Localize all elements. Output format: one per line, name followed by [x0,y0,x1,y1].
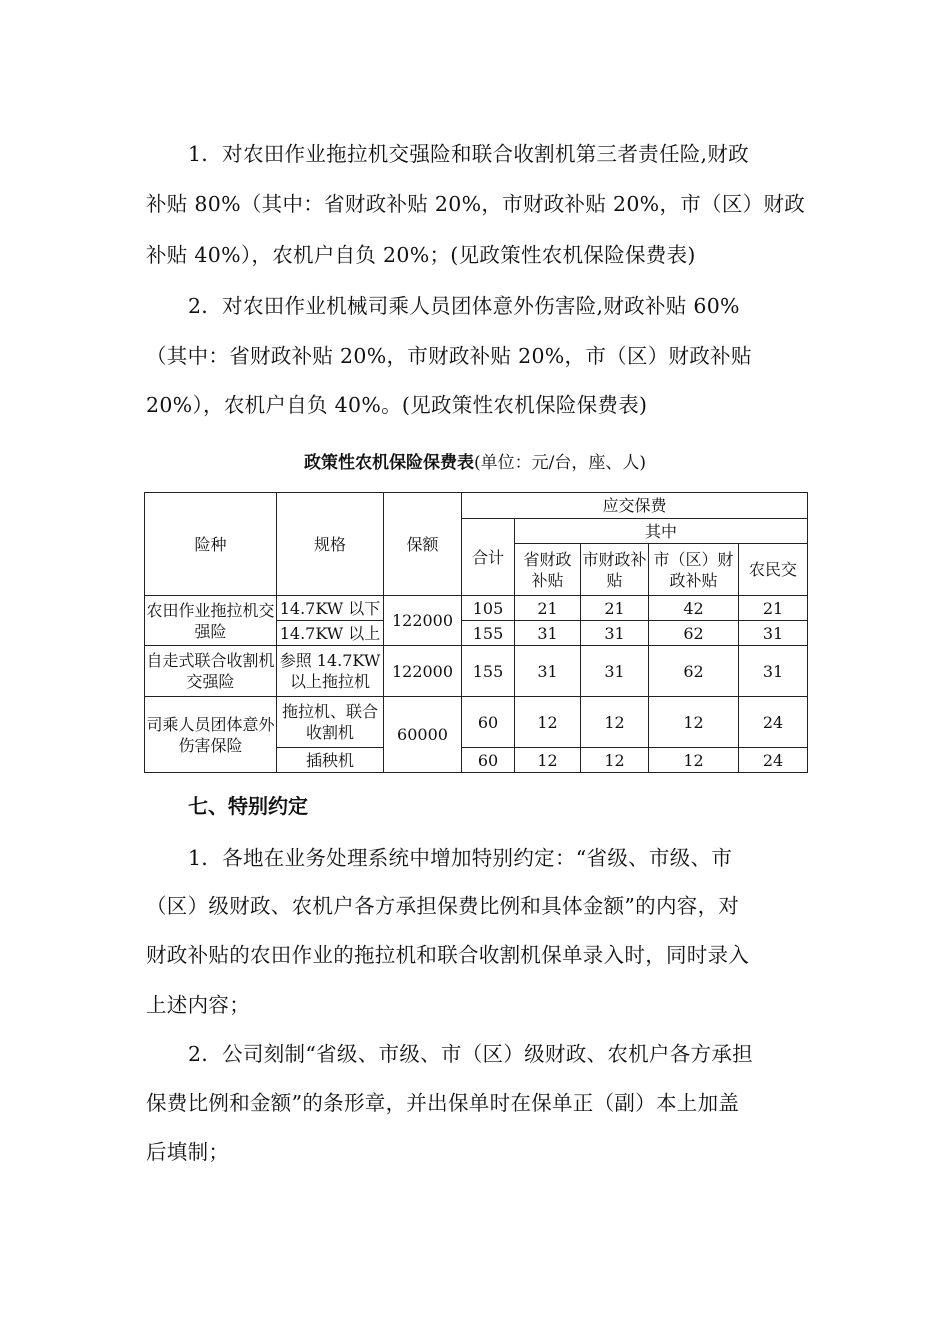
header-spec: 规格 [277,493,384,596]
para1-line3: 补贴 40%），农机户自负 20%；(见政策性农机保险保费表) [146,243,696,267]
cell-spec: 插秧机 [277,748,384,773]
cell-amount: 122000 [384,646,462,697]
table-title: 政策性农机保险保费表 [304,453,474,473]
cell-district: 12 [649,748,739,773]
cell-city: 31 [581,621,649,646]
s7-para1-line4: 上述内容； [146,993,250,1017]
header-city: 市财政补贴 [581,544,649,596]
header-prov: 省财政补贴 [515,544,581,596]
table-row [145,646,808,697]
header-row-1 [145,493,808,519]
cell-total: 105 [462,596,515,621]
cell-farmer: 24 [739,697,808,748]
cell-farmer: 21 [739,596,808,621]
cell-district: 62 [649,621,739,646]
cell-spec: 14.7KW 以下 [277,596,384,621]
cell-district: 12 [649,697,739,748]
premium-table [144,492,808,773]
header-type: 险种 [145,493,277,596]
s7-para2-line1: 2．公司刻制“省级、市级、市（区）级财政、农机户各方承担 [188,1042,753,1066]
cell-spec: 拖拉机、联合收割机 [277,697,384,748]
cell-prov: 12 [515,748,581,773]
cell-total: 60 [462,748,515,773]
section-heading: 七、特别约定 [188,794,308,818]
cell-city: 31 [581,646,649,697]
cell-spec: 参照 14.7KW 以上拖拉机 [277,646,384,697]
cell-city: 12 [581,748,649,773]
para2-line2: （其中：省财政补贴 20%，市财政补贴 20%，市（区）财政补贴 [146,344,752,368]
s7-para1-line3: 财政补贴的农田作业的拖拉机和联合收割机保单录入时，同时录入 [146,943,750,967]
cell-prov: 12 [515,697,581,748]
header-total: 合计 [462,519,515,596]
table-unit: (单位：元/台，座、人) [474,453,646,473]
cell-spec: 14.7KW 以上 [277,621,384,646]
cell-type: 司乘人员团体意外伤害保险 [145,697,277,773]
cell-district: 62 [649,646,739,697]
para1-line2: 补贴 80%（其中：省财政补贴 20%，市财政补贴 20%，市（区）财政 [146,192,806,216]
header-farmer: 农民交 [739,544,808,596]
s7-para2-line3: 后填制； [146,1140,230,1164]
para2-line1: 2．对农田作业机械司乘人员团体意外伤害险,财政补贴 60% [188,294,740,318]
cell-amount: 60000 [384,697,462,773]
cell-total: 155 [462,646,515,697]
table-row [145,596,808,621]
header-amount: 保额 [384,493,462,596]
cell-prov: 21 [515,596,581,621]
s7-para1-line2: （区）级财政、农机户各方承担保费比例和具体金额”的内容，对 [146,894,740,918]
table-row [145,697,808,748]
cell-city: 12 [581,697,649,748]
header-district: 市（区）财政补贴 [649,544,739,596]
cell-farmer: 31 [739,621,808,646]
s7-para1-line1: 1．各地在业务处理系统中增加特别约定：“省级、市级、市 [188,846,733,870]
cell-prov: 31 [515,646,581,697]
cell-type: 自走式联合收割机交强险 [145,646,277,697]
cell-prov: 31 [515,621,581,646]
cell-total: 155 [462,621,515,646]
cell-farmer: 24 [739,748,808,773]
para1-line1: 1．对农田作业拖拉机交强险和联合收割机第三者责任险,财政 [188,142,749,166]
header-premium: 应交保费 [462,493,808,519]
cell-district: 42 [649,596,739,621]
cell-city: 21 [581,596,649,621]
table-caption [0,448,950,473]
cell-type: 农田作业拖拉机交强险 [145,596,277,646]
cell-amount: 122000 [384,596,462,646]
header-of-which: 其中 [515,519,808,544]
s7-para2-line2: 保费比例和金额”的条形章，并出保单时在保单正（副）本上加盖 [146,1091,740,1115]
cell-farmer: 31 [739,646,808,697]
cell-total: 60 [462,697,515,748]
para2-line3: 20%），农机户自负 40%。(见政策性农机保险保费表) [146,393,648,417]
